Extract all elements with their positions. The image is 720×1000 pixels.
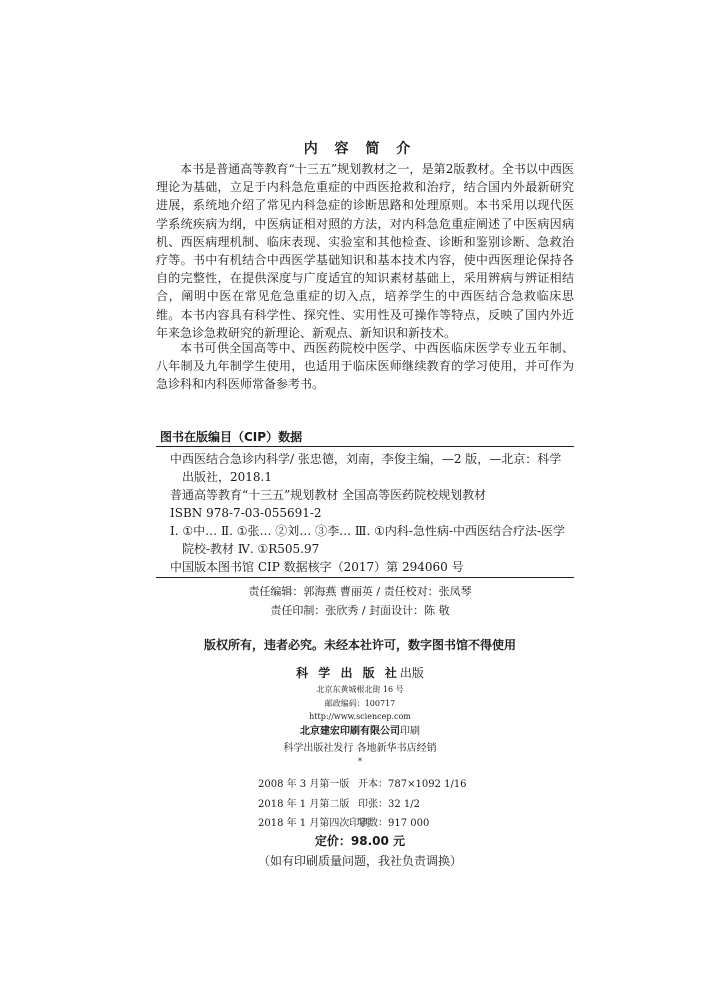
summary-paragraph-2: 本书可供全国高等中、西医药院校中医学、中西医临床医学专业五年制、八年制及九年制学生使用，也适用于临床医师继续教育的学习使用，并可作为急诊科和内科医师常备参考书。 — [156, 341, 574, 392]
staff-line-1: 责任编辑：郭海燕 曹丽英 / 责任校对：张凤琴 — [248, 585, 472, 598]
cip-record-number: 中国版本图书馆 CIP 数据核字（2017）第 294060 号 — [170, 560, 464, 574]
printer-name: 北京建宏印刷有限公司 — [300, 726, 400, 737]
summary-paragraph-1: 本书是普通高等教育“十三五”规划教材之一，是第2版教材。全书以中西医理论为基础，立足于内科急危重症的中西医抢救和治疗，结合国内外最新研究进展，系统地介绍了常见内科急症的诊断思路和处理原则。本书采用以现代医学系统疾病为纲，中医病证相对照的方法，对内科急危重症阐述了中医病因病机、西医病理机制、临床表现、实验室和其他检查、诊断和鉴别诊断、急救治疗等。书中有机结合中西医学基础知识和基本技术内容，使中西医理论保持各自的完整性，在提供深度与广度适宜的知识素材基础上，采用辨病与辨证相结合，阐明中医在常见危急重症的切入点，培养学生的中西医结合急救临床思维。本书内容具有科学性、探究性、实用性及可操作等特点，反映了国内外近年来急诊急救研究的新理论、新观点、新知识和新技术。 — [156, 162, 574, 340]
edition-row-1 — [258, 775, 467, 790]
cip-series-line: 普通高等教育“十三五”规划教材 全国高等医药院校规划教材 — [170, 488, 487, 502]
publisher-address: 北京东黄城根北街 16 号 — [316, 685, 404, 694]
staff-line-2: 责任印制：张欣秀 / 封面设计：陈 敬 — [270, 604, 450, 617]
cip-bottom-rule — [156, 577, 574, 578]
publisher-postcode: 邮政编码：100717 — [324, 699, 396, 708]
printer-suffix: 印刷 — [400, 726, 420, 737]
second-edition-date: 2018 年 1 月第二版 — [258, 799, 350, 810]
quality-notice: （如有印刷质量问题，我社负责调换） — [257, 854, 462, 868]
cip-title-line: 中西医结合急诊内科学/ 张忠德，刘南，李俊主编，—2 版，—北京：科学出版社，2018.1 — [170, 452, 562, 484]
word-count: 字数：917 000 — [358, 818, 430, 829]
cip-top-rule — [156, 446, 574, 447]
cip-classification: Ⅰ. ①中… Ⅱ. ①张… ②刘… ③李… Ⅲ. ①内科-急性病-中西医结合疗法-医学院校-教材 Ⅳ. ①R505.97 — [170, 524, 566, 556]
printer-line — [0, 722, 720, 737]
cip-heading: 图书在版编目（CIP）数据 — [160, 430, 303, 444]
publisher-suffix: 出版 — [399, 666, 424, 680]
rights-notice: 版权所有，违者必究。未经本社许可，数字图书馆不得使用 — [203, 638, 516, 652]
cip-isbn: ISBN 978-7-03-055691-2 — [170, 506, 322, 520]
price: 定价：98.00 元 — [314, 834, 406, 848]
first-edition-date: 2008 年 3 月第一版 — [258, 779, 350, 790]
publisher-name: 科 学 出 版 社 — [296, 666, 400, 680]
printed-sheets: 印张：32 1/2 — [358, 799, 420, 810]
edition-row-3 — [258, 814, 430, 829]
book-format: 开本：787×1092 1/16 — [358, 779, 467, 790]
summary-title: 内 容 简 介 — [303, 141, 417, 157]
edition-row-2 — [258, 795, 420, 810]
fourth-printing-date: 2018 年 1 月第四次印刷 — [258, 818, 370, 829]
publisher-line — [0, 664, 720, 681]
publisher-url: http://www.sciencep.com — [309, 712, 411, 721]
distribution-line: 科学出版社发行 各地新华书店经销 — [283, 743, 437, 754]
separator-star: * — [358, 757, 362, 766]
